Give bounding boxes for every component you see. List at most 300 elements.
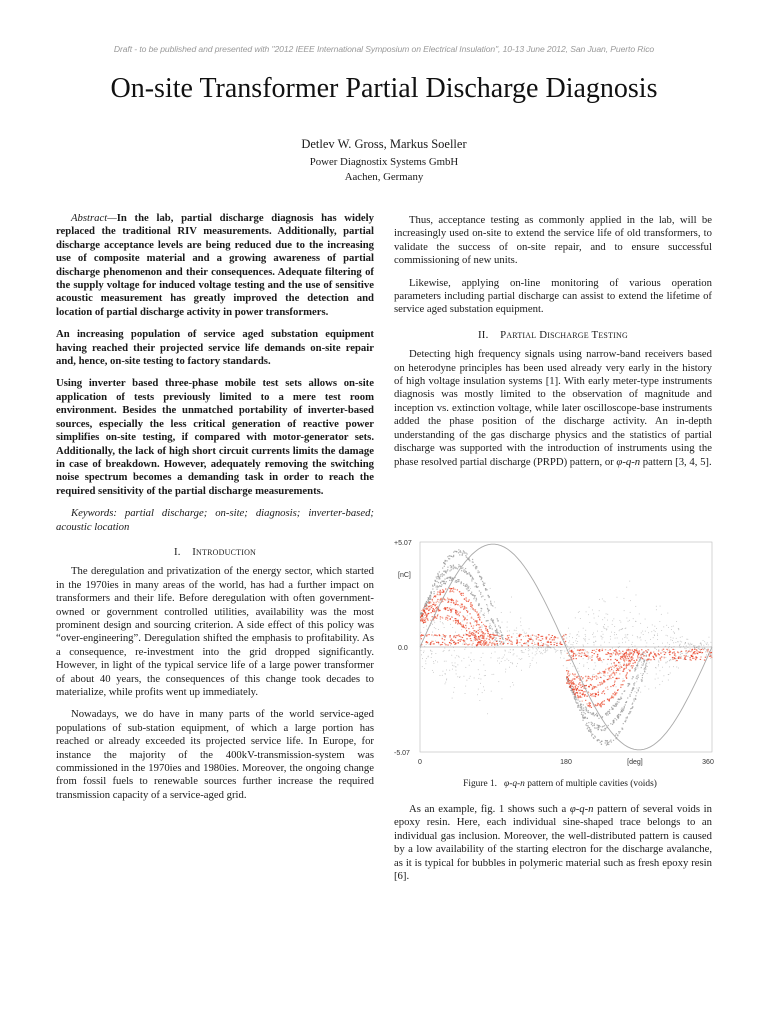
scatter-point: [560, 647, 561, 648]
trace-point: [434, 585, 435, 586]
band-point: [578, 653, 579, 654]
trace-point: [479, 572, 480, 573]
trace-point: [604, 730, 605, 731]
trace-point: [639, 659, 640, 660]
paper-title: On-site Transformer Partial Discharge Diagnosis: [110, 73, 658, 104]
trace-point: [471, 580, 472, 581]
trace-point: [466, 584, 467, 585]
trace-point: [581, 712, 582, 713]
trace-point: [626, 673, 627, 674]
scatter-point: [532, 647, 533, 648]
scatter-point: [505, 650, 506, 651]
trace-point: [477, 614, 478, 615]
scatter-point: [423, 652, 424, 653]
trace-point: [612, 685, 613, 686]
band-point: [449, 635, 450, 636]
scatter-point: [658, 661, 659, 662]
scatter-point: [512, 682, 513, 683]
scatter-point: [455, 662, 456, 663]
trace-point: [605, 713, 606, 714]
trace-point: [436, 581, 437, 582]
trace-point: [493, 620, 494, 621]
scatter-point: [669, 644, 670, 645]
trace-point: [461, 593, 462, 594]
trace-point: [437, 594, 438, 595]
trace-point: [449, 607, 450, 608]
band-point: [613, 652, 614, 653]
band-point: [694, 652, 695, 653]
scatter-point: [510, 686, 511, 687]
scatter-point: [452, 662, 453, 663]
band-point: [653, 652, 654, 653]
scatter-point: [645, 631, 646, 632]
band-point: [569, 659, 570, 660]
trace-point: [632, 658, 633, 659]
band-point: [460, 639, 461, 640]
trace-point: [444, 566, 445, 567]
trace-point: [485, 588, 486, 589]
trace-point: [595, 704, 596, 705]
trace-point: [480, 635, 481, 636]
scatter-point: [557, 642, 558, 643]
trace-point: [475, 611, 476, 612]
trace-point: [461, 624, 462, 625]
scatter-point: [519, 658, 520, 659]
band-point: [439, 635, 440, 636]
scatter-point: [522, 652, 523, 653]
trace-point: [430, 595, 431, 596]
trace-point: [620, 698, 621, 699]
scatter-point: [574, 648, 575, 649]
scatter-point: [646, 646, 647, 647]
trace-point: [616, 672, 617, 673]
x-tick-label: 360: [702, 759, 714, 766]
scatter-point: [658, 662, 659, 663]
scatter-point: [508, 641, 509, 642]
trace-point: [645, 665, 646, 666]
band-point: [619, 653, 620, 654]
trace-point: [442, 567, 443, 568]
band-point: [466, 634, 467, 635]
scatter-point: [686, 639, 687, 640]
band-point: [521, 645, 522, 646]
trace-point: [437, 573, 438, 574]
band-point: [692, 654, 693, 655]
trace-point: [623, 710, 624, 711]
scatter-point: [601, 631, 602, 632]
trace-point: [598, 739, 599, 740]
trace-point: [476, 638, 477, 639]
trace-point: [425, 603, 426, 604]
scatter-point: [605, 601, 606, 602]
trace-point: [453, 588, 454, 589]
trace-point: [618, 714, 619, 715]
band-point: [516, 639, 517, 640]
y-axis-label: [nC]: [398, 572, 411, 579]
band-point: [629, 660, 630, 661]
trace-point: [474, 630, 475, 631]
trace-point: [472, 595, 473, 596]
scatter-point: [510, 662, 511, 663]
scatter-point: [654, 630, 655, 631]
trace-point: [443, 571, 444, 572]
scatter-point: [472, 647, 473, 648]
trace-point: [479, 627, 480, 628]
trace-point: [441, 598, 442, 599]
trace-point: [612, 724, 613, 725]
scatter-point: [516, 637, 517, 638]
trace-point: [451, 566, 452, 567]
scatter-point: [469, 665, 470, 666]
trace-point: [621, 684, 622, 685]
trace-point: [615, 735, 616, 736]
scatter-point: [514, 630, 515, 631]
trace-point: [447, 567, 448, 568]
band-point: [488, 636, 489, 637]
scatter-point: [522, 630, 523, 631]
trace-point: [461, 581, 462, 582]
scatter-point: [599, 599, 600, 600]
y-tick-label: +5.07: [394, 540, 412, 547]
trace-point: [592, 693, 593, 694]
scatter-point: [620, 662, 621, 663]
band-point: [703, 649, 704, 650]
scatter-point: [640, 623, 641, 624]
trace-point: [447, 560, 448, 561]
scatter-point: [710, 642, 711, 643]
trace-point: [574, 674, 575, 675]
band-point: [701, 649, 702, 650]
band-point: [445, 635, 446, 636]
band-point: [649, 653, 650, 654]
scatter-point: [685, 653, 686, 654]
scatter-point: [455, 632, 456, 633]
scatter-point: [493, 674, 494, 675]
band-point: [643, 652, 644, 653]
scatter-point: [510, 652, 511, 653]
scatter-point: [588, 691, 589, 692]
trace-point: [503, 642, 504, 643]
band-point: [491, 634, 492, 635]
band-point: [420, 635, 421, 636]
trace-point: [440, 582, 441, 583]
scatter-point: [456, 673, 457, 674]
trace-point: [583, 691, 584, 692]
band-point: [552, 639, 553, 640]
scatter-point: [650, 639, 651, 640]
band-point: [577, 650, 578, 651]
scatter-point: [432, 624, 433, 625]
scatter-point: [589, 656, 590, 657]
scatter-point: [546, 646, 547, 647]
trace-point: [585, 700, 586, 701]
trace-point: [463, 583, 464, 584]
trace-point: [451, 569, 452, 570]
scatter-point: [686, 653, 687, 654]
scatter-point: [453, 665, 454, 666]
band-point: [519, 642, 520, 643]
trace-point: [484, 585, 485, 586]
scatter-point: [440, 621, 441, 622]
band-point: [442, 642, 443, 643]
band-point: [675, 655, 676, 656]
trace-point: [457, 568, 458, 569]
scatter-point: [527, 644, 528, 645]
trace-point: [605, 687, 606, 688]
scatter-point: [521, 644, 522, 645]
trace-point: [597, 704, 598, 705]
scatter-point: [616, 634, 617, 635]
p3-end: pattern [3, 4, 5].: [640, 455, 712, 468]
trace-point: [483, 624, 484, 625]
band-point: [692, 658, 693, 659]
band-point: [672, 649, 673, 650]
trace-point: [424, 615, 425, 616]
scatter-point: [653, 643, 654, 644]
trace-point: [445, 560, 446, 561]
band-point: [487, 636, 488, 637]
scatter-point: [645, 664, 646, 665]
scatter-point: [706, 656, 707, 657]
scatter-point: [502, 658, 503, 659]
trace-point: [584, 696, 585, 697]
band-point: [557, 637, 558, 638]
scatter-point: [678, 629, 679, 630]
scatter-point: [667, 661, 668, 662]
trace-point: [641, 667, 642, 668]
band-point: [594, 653, 595, 654]
trace-point: [423, 609, 424, 610]
trace-point: [461, 570, 462, 571]
trace-point: [438, 610, 439, 611]
trace-point: [594, 725, 595, 726]
scatter-point: [536, 637, 537, 638]
trace-point: [582, 694, 583, 695]
scatter-point: [592, 634, 593, 635]
scatter-point: [583, 638, 584, 639]
trace-point: [626, 664, 627, 665]
trace-point: [610, 678, 611, 679]
scatter-point: [636, 648, 637, 649]
scatter-point: [554, 647, 555, 648]
trace-point: [433, 604, 434, 605]
trace-point: [580, 685, 581, 686]
trace-point: [626, 653, 627, 654]
trace-point: [450, 590, 451, 591]
band-point: [442, 638, 443, 639]
trace-point: [620, 697, 621, 698]
trace-point: [463, 571, 464, 572]
trace-point: [610, 698, 611, 699]
scatter-point: [526, 633, 527, 634]
scatter-point: [509, 630, 510, 631]
trace-point: [422, 617, 423, 618]
band-point: [640, 654, 641, 655]
trace-point: [626, 674, 627, 675]
trace-point: [444, 583, 445, 584]
trace-point: [478, 570, 479, 571]
scatter-point: [620, 629, 621, 630]
trace-point: [444, 574, 445, 575]
scatter-point: [603, 626, 604, 627]
trace-point: [431, 593, 432, 594]
trace-point: [500, 630, 501, 631]
trace-point: [595, 694, 596, 695]
scatter-point: [480, 612, 481, 613]
band-point: [538, 634, 539, 635]
trace-point: [473, 608, 474, 609]
band-point: [550, 644, 551, 645]
trace-point: [573, 687, 574, 688]
trace-point: [487, 609, 488, 610]
scatter-point: [627, 638, 628, 639]
band-point: [653, 657, 654, 658]
trace-point: [581, 708, 582, 709]
scatter-point: [485, 675, 486, 676]
trace-point: [611, 669, 612, 670]
scatter-point: [536, 653, 537, 654]
band-point: [540, 645, 541, 646]
scatter-point: [705, 651, 706, 652]
scatter-point: [687, 639, 688, 640]
trace-point: [459, 615, 460, 616]
scatter-point: [606, 629, 607, 630]
scatter-point: [592, 675, 593, 676]
trace-point: [489, 596, 490, 597]
scatter-point: [668, 647, 669, 648]
band-point: [453, 636, 454, 637]
trace-point: [476, 583, 477, 584]
scatter-point: [642, 631, 643, 632]
scatter-point: [597, 631, 598, 632]
scatter-point: [577, 668, 578, 669]
scatter-point: [673, 666, 674, 667]
trace-point: [458, 581, 459, 582]
band-point: [642, 658, 643, 659]
band-point: [489, 642, 490, 643]
scatter-point: [547, 650, 548, 651]
trace-point: [473, 598, 474, 599]
scatter-point: [499, 663, 500, 664]
trace-point: [580, 710, 581, 711]
trace-point: [447, 569, 448, 570]
band-point: [592, 655, 593, 656]
band-point: [538, 643, 539, 644]
section-2-heading: [394, 329, 712, 342]
trace-point: [484, 625, 485, 626]
trace-point: [641, 681, 642, 682]
scatter-point: [672, 640, 673, 641]
scatter-point: [450, 645, 451, 646]
scatter-point: [688, 644, 689, 645]
scatter-point: [435, 653, 436, 654]
trace-point: [637, 678, 638, 679]
trace-point: [449, 616, 450, 617]
trace-point: [459, 591, 460, 592]
trace-point: [604, 728, 605, 729]
trace-point: [624, 664, 625, 665]
trace-point: [609, 699, 610, 700]
abstract-paragraph-2: An increasing population of service aged substation equipment having reached their projected service life demands on-site repair and, hence, on-site testing to factory standards.: [56, 328, 374, 368]
trace-point: [465, 568, 466, 569]
scatter-point: [576, 638, 577, 639]
scatter-point: [535, 654, 536, 655]
scatter-point: [502, 622, 503, 623]
scatter-point: [658, 646, 659, 647]
trace-point: [428, 598, 429, 599]
scatter-point: [593, 633, 594, 634]
scatter-point: [659, 684, 660, 685]
trace-point: [440, 616, 441, 617]
trace-point: [614, 674, 615, 675]
trace-point: [436, 607, 437, 608]
trace-point: [587, 712, 588, 713]
trace-point: [637, 662, 638, 663]
scatter-point: [457, 676, 458, 677]
scatter-point: [528, 654, 529, 655]
scatter-point: [666, 662, 667, 663]
band-point: [658, 653, 659, 654]
trace-point: [637, 655, 638, 656]
trace-point: [434, 610, 435, 611]
scatter-point: [617, 597, 618, 598]
trace-point: [630, 711, 631, 712]
trace-point: [443, 590, 444, 591]
trace-point: [438, 602, 439, 603]
scatter-point: [434, 620, 435, 621]
trace-point: [475, 630, 476, 631]
scatter-point: [481, 625, 482, 626]
scatter-point: [622, 653, 623, 654]
band-point: [707, 649, 708, 650]
scatter-point: [461, 629, 462, 630]
band-point: [484, 644, 485, 645]
trace-point: [608, 679, 609, 680]
band-point: [541, 636, 542, 637]
scatter-point: [465, 693, 466, 694]
scatter-point: [673, 642, 674, 643]
trace-point: [479, 624, 480, 625]
scatter-point: [534, 635, 535, 636]
scatter-point: [690, 643, 691, 644]
trace-point: [571, 682, 572, 683]
trace-point: [645, 668, 646, 669]
band-point: [624, 653, 625, 654]
scatter-point: [507, 659, 508, 660]
trace-point: [478, 633, 479, 634]
trace-point: [453, 620, 454, 621]
scatter-point: [484, 613, 485, 614]
trace-point: [441, 586, 442, 587]
scatter-point: [624, 663, 625, 664]
scatter-point: [420, 632, 421, 633]
scatter-point: [446, 661, 447, 662]
scatter-point: [528, 650, 529, 651]
trace-point: [622, 671, 623, 672]
trace-point: [490, 619, 491, 620]
trace-point: [614, 692, 615, 693]
scatter-point: [444, 648, 445, 649]
trace-point: [458, 613, 459, 614]
scatter-point: [672, 658, 673, 659]
trace-point: [589, 728, 590, 729]
trace-point: [618, 717, 619, 718]
trace-point: [449, 580, 450, 581]
scatter-point: [474, 659, 475, 660]
trace-point: [495, 632, 496, 633]
abstract-text-1: In the lab, partial discharge diagnosis has widely replaced the traditional RIV measurements. Additionally, partial discharge acceptance levels are being reduced due to the increasing use of composite material and a growing awareness of partial discharge phenomenon and their consequences. Adequate filtering of the supply voltage for induced voltage testing and the use of sensitive acoustic measurement has greatly improved the detection and location of partial discharge activity in power transformers.: [56, 212, 374, 318]
scatter-point: [448, 650, 449, 651]
